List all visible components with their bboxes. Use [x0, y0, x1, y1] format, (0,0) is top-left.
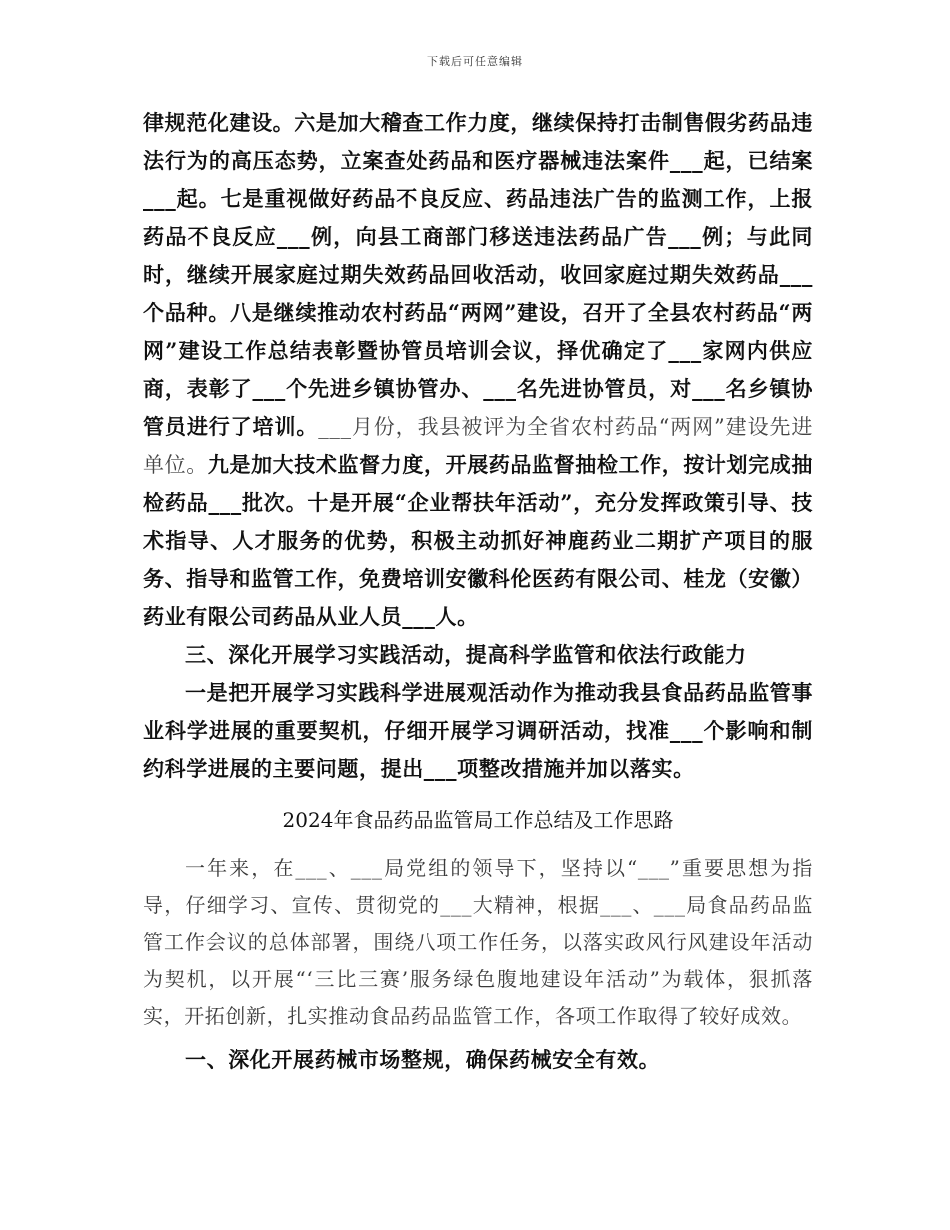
section-3-body: 一是把开展学习实践科学进展观活动作为推动我县食品药品监管事业科学进展的重要契机，仔细开展学习调研活动，找准___个影响和制约科学进展的主要问题，提出___项整改措施并加以落实。: [143, 680, 813, 781]
paragraph-bold-text-2: 九是加大技术监督力度，开展药品监督抽检工作，按计划完成抽检药品___批次。十是开展“企业帮扶年活动”，充分发挥政策引导、技术指导、人才服务的优势，积极主动抓好神鹿药业二期扩产项目的服务、指导和监管工作，免费培训安徽科伦医药有限公司、桂龙（安徽）药业有限公司药品从业人员___人。: [143, 452, 813, 629]
intro-paragraph: 一年来，在___、___局党组的领导下，坚持以“___”重要思想为指导，仔细学习、宣传、贯彻党的___大精神，根据___、___局食品药品监管工作会议的总体部署，围绕八项工作任务，以落实政风行风建设年活动为契机，以开展“‘三比三赛’服务绿色腹地建设年活动”为载体，狠抓落实，开拓创新，扎实推动食品药品监管工作，各项工作取得了较好成效。: [143, 856, 813, 1028]
document-title: 2024年食品药品监管局工作总结及工作思路: [282, 808, 674, 832]
page-header-note: 下载后可任意编辑: [427, 55, 523, 68]
paragraph-light-text: ___月份，我县被评为全省农村药品“两网”建设先进单位。: [143, 415, 813, 477]
continuation-paragraph: [143, 104, 813, 636]
section-3-heading: 三、深化开展学习实践活动，提高科学监管和依法行政能力: [185, 642, 747, 667]
section-1-heading: 一、深化开展药械市场整规，确保药械安全有效。: [185, 1047, 661, 1072]
document-body: [143, 104, 813, 1079]
paragraph-bold-text: 律规范化建设。六是加大稽查工作力度，继续保持打击制售假劣药品违法行为的高压态势，立案查处药品和医疗器械违法案件___起，已结案___起。七是重视做好药品不良反应、药品违法广告的监测工作，上报药品不良反应___例，向县工商部门移送违法药品广告___例；与此同时，继续开展家庭过期失效药品回收活动，收回家庭过期失效药品___个品种。八是继续推动农村药品“两网”建设，召开了全县农村药品“两网”建设工作总结表彰暨协管员培训会议，择优确定了___家网内供应商，表彰了___个先进乡镇协管办、___名先进协管员，对___名乡镇协管员进行了培训。: [143, 110, 813, 439]
